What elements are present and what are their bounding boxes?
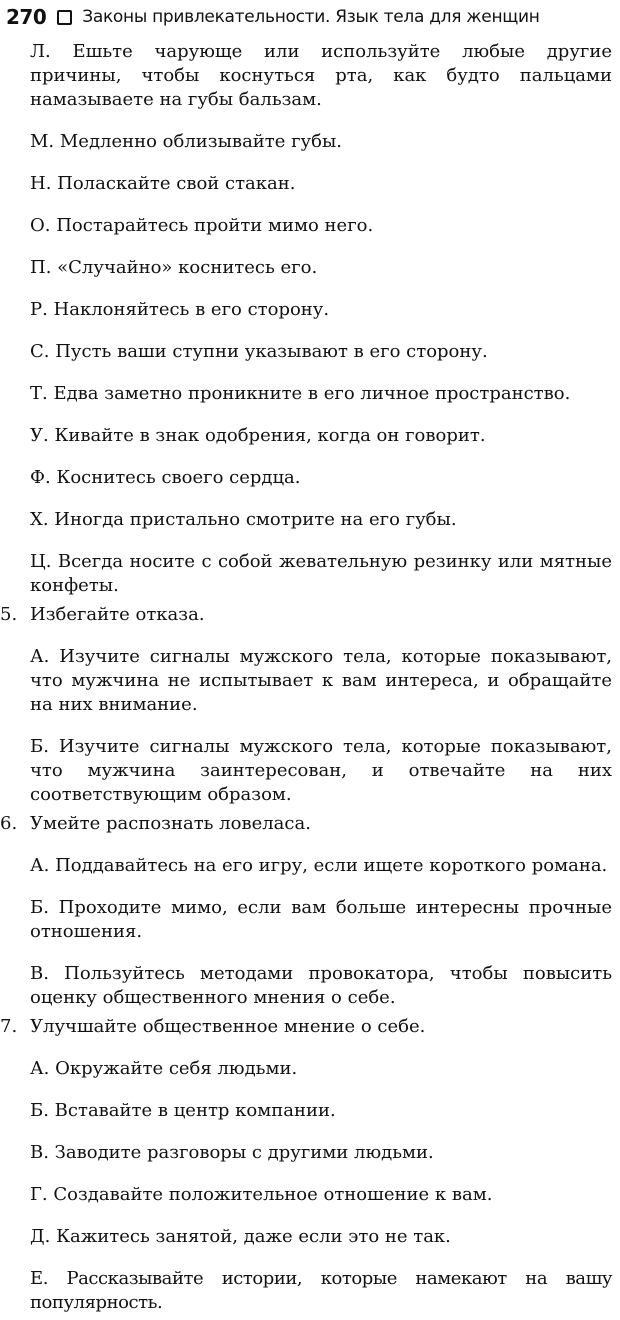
list-item-l: Л. Ешьте чарующе или используйте любые другие причины, чтобы коснуться рта, как будто пальцами намазываете на губы бальзам. (30, 41, 612, 110)
item-heading: Избегайте отказа. (30, 604, 205, 625)
list-item-u: У. Кивайте в знак одобрения, когда он говорит. (30, 425, 486, 446)
page-header (6, 2, 614, 32)
square-outline-icon (57, 10, 72, 25)
numbered-item-6 (0, 812, 616, 836)
running-title: Законы привлекательности. Язык тела для женщин (82, 7, 540, 27)
list-item-5a: А. Изучите сигналы мужского тела, которые показывают, что мужчина не испытывает к вам интереса, и обращайте на них внимание. (30, 646, 612, 715)
list-item-7b: Б. Вставайте в центр компании. (30, 1100, 336, 1121)
list-item-h: Х. Иногда пристально смотрите на его губы. (30, 509, 457, 530)
numbered-item-7 (0, 1015, 616, 1039)
list-item-r: Р. Наклоняйтесь в его сторону. (30, 299, 330, 320)
list-item-7e: Е. Рассказывайте истории, которые намекают на вашу популярность. (30, 1268, 612, 1313)
item-heading: Улучшайте общественное мнение о себе. (30, 1016, 426, 1037)
list-item-7g: Г. Создавайте положительное отношение к вам. (30, 1184, 493, 1205)
list-item-ts: Ц. Всегда носите с собой жевательную резинку или мятные конфеты. (30, 551, 612, 596)
page-number: 270 (6, 5, 47, 29)
numbered-item-5 (0, 603, 616, 627)
list-item-7a: А. Окружайте себя людьми. (30, 1058, 298, 1079)
page-body (0, 40, 616, 1320)
list-item-6b: Б. Проходите мимо, если вам больше интересны прочные отношения. (30, 897, 612, 942)
item-number: 6. (0, 813, 18, 834)
list-item-n: Н. Поласкайте свой стакан. (30, 173, 296, 194)
list-item-t: Т. Едва заметно проникните в его личное пространство. (30, 383, 571, 404)
item-heading: Умейте распознать ловеласа. (30, 813, 311, 834)
list-item-f: Ф. Коснитесь своего сердца. (30, 467, 301, 488)
list-item-m: М. Медленно облизывайте губы. (30, 131, 343, 152)
list-item-7d: Д. Кажитесь занятой, даже если это не так. (30, 1226, 451, 1247)
item-number: 7. (0, 1016, 18, 1037)
list-item-o: О. Постарайтесь пройти мимо него. (30, 215, 374, 236)
item-number: 5. (0, 604, 18, 625)
list-item-7v: В. Заводите разговоры с другими людьми. (30, 1142, 434, 1163)
list-item-s: С. Пусть ваши ступни указывают в его сторону. (30, 341, 488, 362)
list-item-5b: Б. Изучите сигналы мужского тела, которые показывают, что мужчина заинтересован, и отвечайте на них соответствующим образом. (30, 736, 612, 805)
list-item-6v: В. Пользуйтесь методами провокатора, чтобы повысить оценку общественного мнения о себе. (30, 963, 612, 1008)
list-item-6a: А. Поддавайтесь на его игру, если ищете короткого романа. (30, 855, 608, 876)
list-item-p: П. «Случайно» коснитесь его. (30, 257, 318, 278)
